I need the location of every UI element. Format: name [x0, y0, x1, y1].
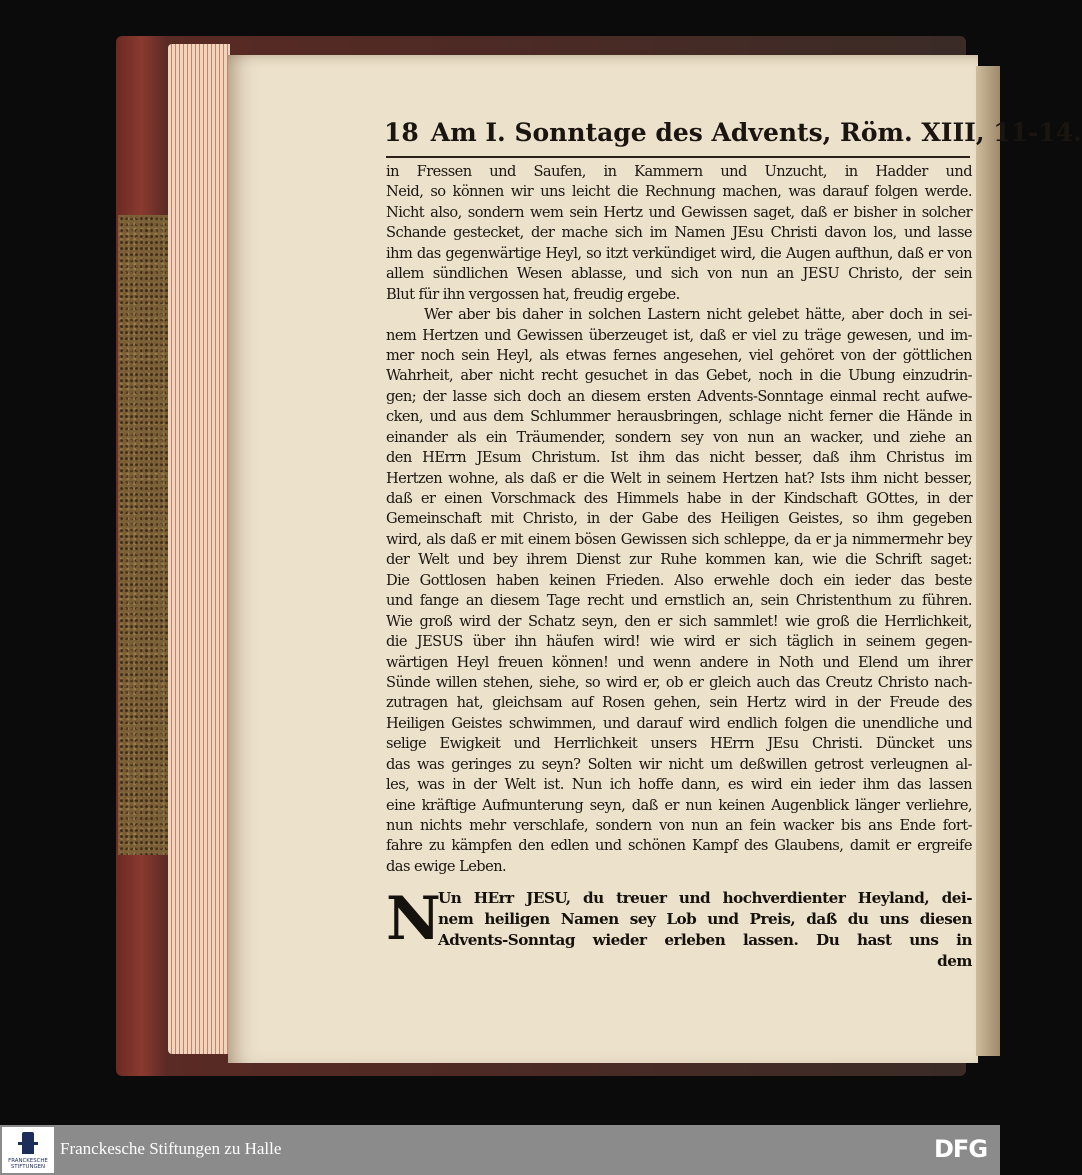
viewer-footer [0, 1125, 1000, 1175]
dfg-logo[interactable]: DFG [934, 1135, 988, 1163]
text-line: nun nichts mehr verschlafe, sondern von nun an fein wacker bis ans Ende fort- [386, 817, 972, 834]
text-line: die JESUS über ihn häufen wird! wie wird er sich täglich in seinem gegen- [386, 633, 972, 651]
institution-name[interactable]: Franckesche Stiftungen zu Halle [60, 1139, 282, 1158]
logo-text: FRANCKESCHE STIFTUNGEN [8, 1158, 48, 1170]
text-line: Sünde willen stehen, siehe, so wird er, ob er gleich auch das Creutz Christo nach- [386, 673, 972, 691]
text-line: Gemeinschaft mit Christo, in der Gabe des Heiligen Geistes, so ihm gegeben [386, 510, 972, 528]
text-line: Heiligen Geistes schwimmen, und darauf wird endlich folgen die unendliche und [386, 714, 972, 732]
text-line: gen; der lasse sich doch an diesem ersten Advents-Sonntage einmal recht aufwe- [386, 387, 972, 405]
text-line: daß er einen Vorschmack des Himmels habe in der Kindschaft GOttes, in der [386, 490, 972, 507]
text-line: ihm das gegenwärtige Heyl, so itzt verkündiget wird, die Augen aufthun, daß er von [386, 244, 972, 262]
text-line: les, was in der Welt ist. Nun ich hoffe dann, es wird ein ieder ihm das lassen [386, 776, 972, 794]
running-head-title: Am I. Sonntage des Advents, Röm. XIII, 11-14. [430, 118, 1082, 147]
body-text [386, 162, 972, 877]
text-line: einander als ein Träumender, sondern sey von nun an wacker, und ziehe an [386, 428, 972, 446]
text-line: nem Hertzen und Gewissen überzeuget ist, daß er viel zu träge gewesen, und im- [386, 326, 972, 344]
text-line: der Welt und bey ihrem Dienst zur Ruhe kommen kan, wie die Schrift saget: [386, 551, 972, 569]
text-line: wird, als daß er mit einem bösen Gewissen sich schleppe, da er ja nimmermehr bey [386, 530, 972, 548]
text-line: Neid, so können wir uns leicht die Rechnung machen, was darauf folgen werde. [386, 183, 972, 201]
running-head [384, 118, 1082, 158]
page-edges [168, 44, 230, 1054]
institution-logo[interactable] [2, 1127, 54, 1173]
prayer-block [386, 884, 972, 972]
facing-page-edge [976, 66, 1000, 1056]
decorated-initial: N [386, 884, 441, 954]
text-line: wärtigen Heyl freuen können! und wenn andere in Noth und Elend um ihrer [386, 653, 972, 671]
header-rule [386, 156, 970, 158]
text-line: das was geringes zu seyn? Solten wir nicht um deßwillen getrost verleugnen al- [386, 755, 972, 773]
text-line: Hertzen wohne, als daß er die Welt in seinem Hertzen hat? Ists ihm nicht besser, [386, 469, 972, 487]
text-line: Wer aber bis daher in solchen Lastern nicht gelebet hätte, aber doch in sei- [424, 306, 972, 324]
prayer-line: nem heiligen Namen sey Lob und Preis, daß du uns diesen [438, 910, 972, 928]
text-line: in Fressen und Saufen, in Kammern und Unzucht, in Hadder und [386, 163, 972, 180]
text-line: Blut für ihn vergossen hat, freudig ergebe. [386, 285, 680, 303]
text-line: Schande gestecket, der mache sich im Namen JEsu Christi davon los, und lasse [386, 224, 972, 242]
prayer-line: Un HErr JESU, du treuer und hochverdienter Heyland, dei- [438, 889, 972, 907]
text-line: mer noch sein Heyl, als etwas fernes angesehen, viel gehöret von der göttlichen [386, 346, 972, 364]
text-line: Die Gottlosen haben keinen Frieden. Also erwehle doch ein ieder das beste [386, 571, 972, 589]
text-line: zutragen hat, gleichsam auf Rosen gehen, sein Hertz wird in der Freude des [386, 694, 972, 712]
catchword: dem [937, 952, 972, 970]
text-line: cken, und aus dem Schlummer herausbringen, schlage nicht ferner die Hände in [386, 408, 972, 426]
text-line: das ewige Leben. [386, 857, 507, 875]
text-line: fahre zu kämpfen den edlen und schönen Kampf des Glaubens, damit er ergreife [386, 837, 972, 855]
text-line: und fange an diesem Tage recht und ernstlich an, sein Christenthum zu führen. [386, 592, 972, 610]
prayer-line: Advents-Sonntag wieder erleben lassen. Du hast uns in [438, 931, 972, 949]
text-line: den HErrn JEsum Christum. Ist ihm das nicht besser, daß ihm Christus im [386, 449, 972, 467]
text-line: eine kräftige Aufmunterung seyn, daß er nun keinen Augenblick länger verliehre, [386, 796, 972, 814]
text-line: allem sündlichen Wesen ablasse, und sich von nun an JESU Christo, der sein [386, 265, 972, 283]
page-number: 18 [384, 118, 419, 147]
text-line: selige Ewigkeit und Herrlichkeit unsers HErrn JEsu Christi. Düncket uns [386, 735, 972, 753]
tower-icon [22, 1132, 34, 1154]
text-line: Wahrheit, aber nicht recht gesuchet in das Gebet, noch in die Ubung einzudrin- [386, 367, 972, 385]
text-line: Nicht also, sondern wem sein Hertz und Gewissen saget, daß er bisher in solcher [386, 203, 972, 221]
text-line: Wie groß wird der Schatz seyn, den er sich sammlet! wie groß die Herrlichkeit, [386, 612, 972, 630]
